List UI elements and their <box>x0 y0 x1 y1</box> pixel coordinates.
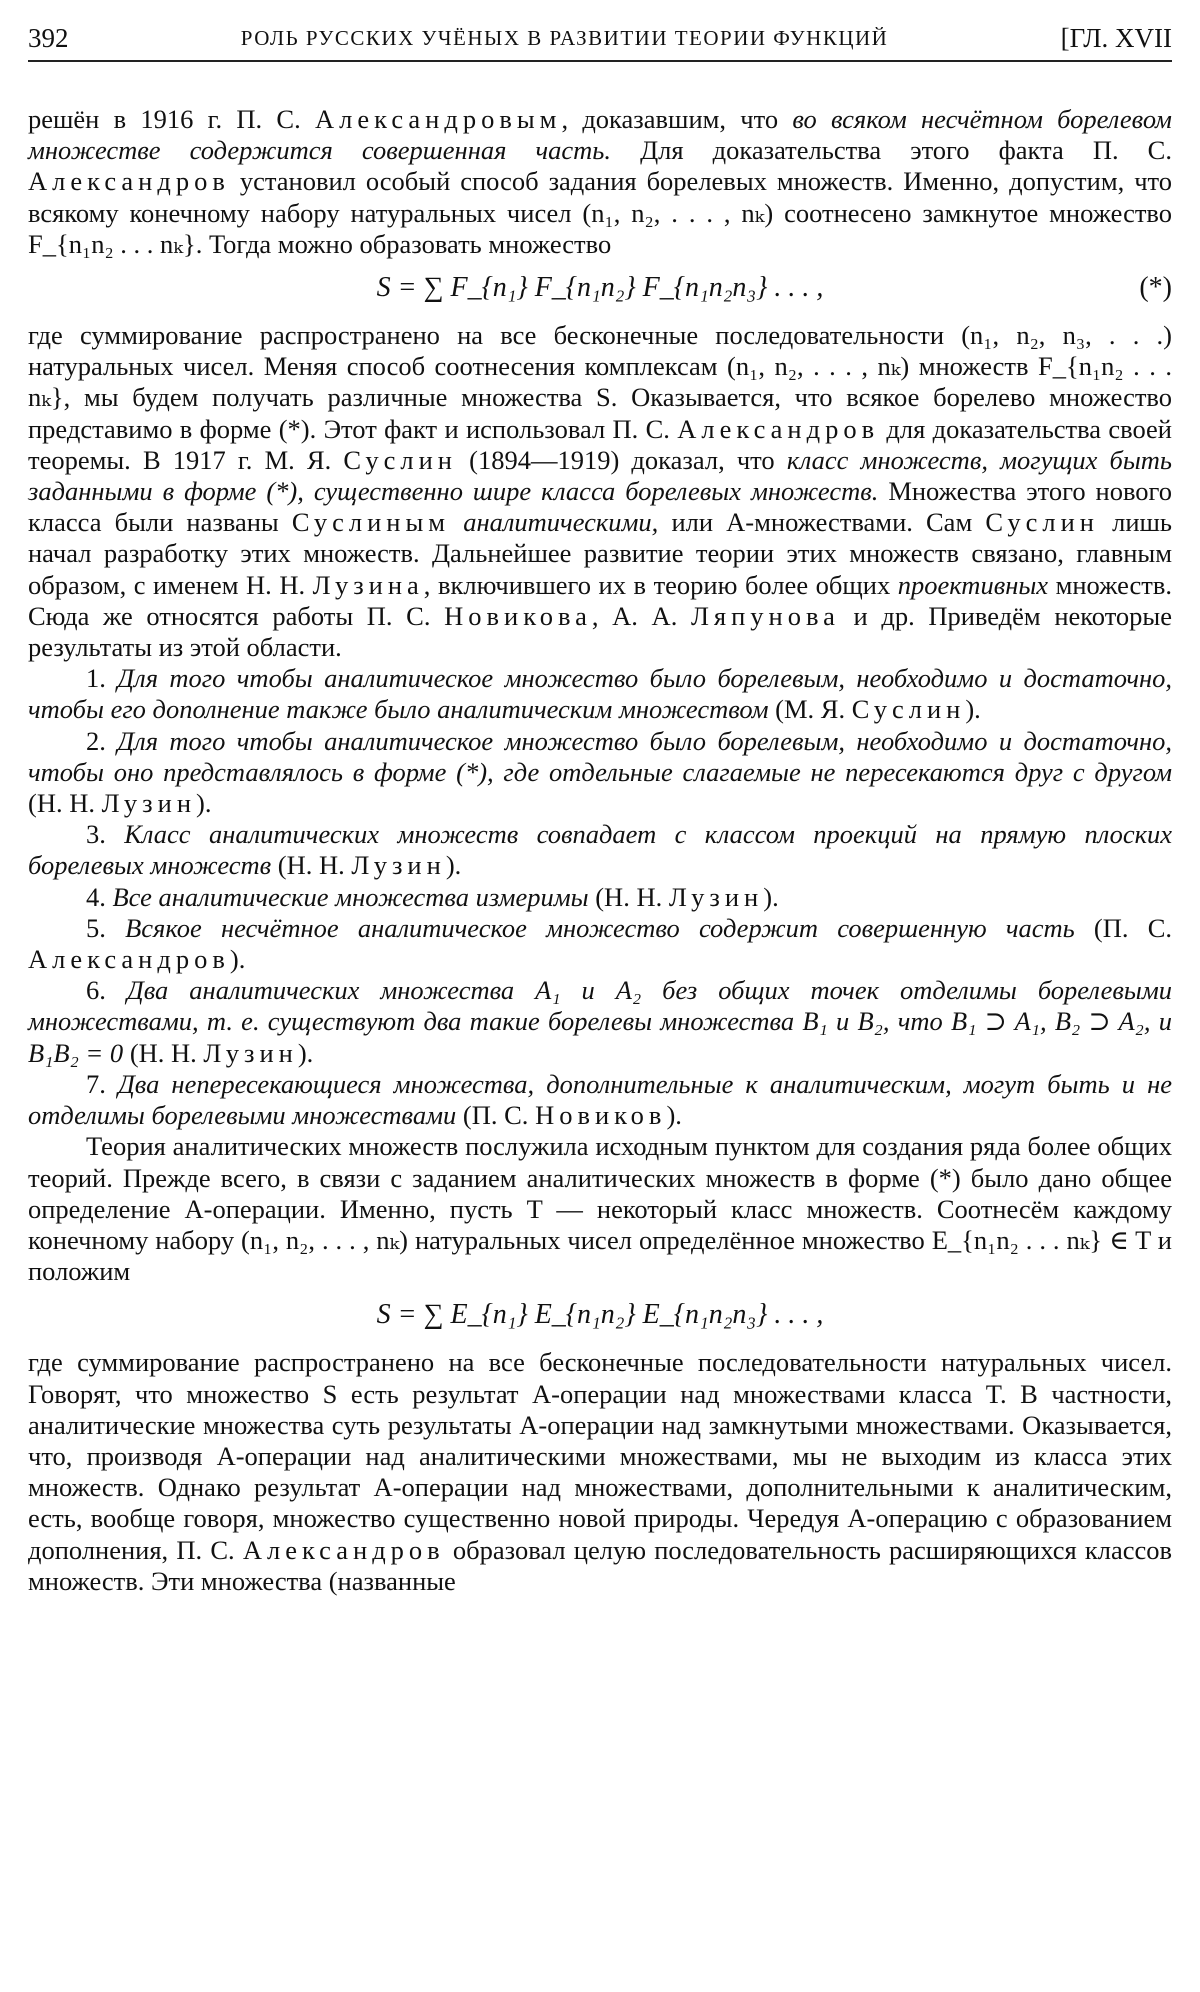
author-name: Александров <box>28 166 230 197</box>
page-body <box>28 104 1172 1597</box>
page-number: 392 <box>28 23 69 53</box>
formula-tag: (*) <box>1139 272 1172 304</box>
author-name: Александров <box>677 413 880 444</box>
author-name: Суслин <box>985 507 1099 538</box>
formula-expression: S = ∑ F_{n₁} F_{n₁n₂} F_{n₁n₂n₃} . . . , <box>376 272 824 304</box>
author-name: Суслиным <box>291 507 451 538</box>
book-page <box>28 22 1172 1972</box>
paragraph-1: решён в 1916 г. П. С. Александровым, доказавшим, что во всяком несчётном борелевом множестве содержится совершенная часть. Для доказательства этого факта П. С. Александров установил особый способ задания борелевых множеств. Именно, допустим, что всякому конечному набору натуральных чисел (n₁, n₂, . . . , nₖ) соотнесено замкнутое множество F_{n₁n₂ . . . nₖ}. Тогда можно образовать множество <box>28 104 1172 259</box>
author-name: Александров <box>242 1534 445 1565</box>
result-item: 3. Класс аналитических множеств совпадает с классом проекций на прямую плоских борелевых множеств (Н. Н. Лузин). <box>28 819 1172 881</box>
author-name: Новикова <box>444 600 592 631</box>
result-item: 6. Два аналитических множества A₁ и A₂ без общих точек отделимы борелевыми множествами, т. е. существуют два такие борелевы множества B₁ и B₂, что B₁ ⊃ A₁, B₂ ⊃ A₂, и B₁B₂ = 0 (Н. Н. Лузин). <box>28 975 1173 1068</box>
paragraph-4: где суммирование распространено на все бесконечные последовательности натуральных чисел. Говорят, что множество S есть результат A-операции над множествами класса T. В частности, аналитические множества суть результаты A-операции над замкнутыми множествами. Оказывается, что, производя A-операции над аналитическими множествами, мы не выходим из класса этих множеств. Однако результат A-операции над множествами, дополнительными к аналитическим, есть, вообще говоря, множество существенно новой природы. Чередуя A-операцию с образованием дополнения, П. С. Александров образовал целую последовательность расширяющихся классов множеств. Эти множества (названные <box>28 1347 1172 1596</box>
author-name: Лузина <box>312 569 424 600</box>
result-item: 4. Все аналитические множества измеримы (Н. Н. Лузин). <box>86 881 779 912</box>
result-item: 2. Для того чтобы аналитическое множество было борелевым, необходимо и достаточно, чтобы оно представлялось в форме (*), где отдельные слагаемые не пересекаются друг с другом (Н. Н. Лузин). <box>28 725 1173 819</box>
formula-expression: S = ∑ E_{n₁} E_{n₁n₂} E_{n₁n₂n₃} . . . , <box>376 1299 824 1331</box>
author-name: Суслин <box>343 444 457 475</box>
author-name: Ляпунова <box>690 600 840 631</box>
running-title: РОЛЬ РУССКИХ УЧЁНЫХ В РАЗВИТИИ ТЕОРИИ ФУНКЦИЙ <box>240 26 889 50</box>
formula-a-operation <box>28 1295 1172 1335</box>
chapter-label: [ГЛ. XVII <box>1060 23 1172 53</box>
italic-term: проективных <box>897 569 1049 600</box>
running-header <box>28 22 1172 62</box>
formula-star <box>28 268 1172 308</box>
italic-statement: класс множеств, могущих быть заданными в форме (*), существенно шире класса борелевых множеств. <box>28 444 1172 507</box>
paragraph-3: Теория аналитических множеств послужила исходным пунктом для создания ряда более общих теорий. Прежде всего, в связи с заданием аналитических множеств в форме (*) было дано общее определение A-операции. Именно, пусть T — некоторый класс множеств. Соотнесём каждому конечному набору (n₁, n₂, . . . , nₖ) натуральных чисел определённое множество E_{n₁n₂ . . . nₖ} ∈ T и положим <box>28 1131 1172 1287</box>
italic-statement: во всяком несчётном борелевом множестве содержится совершенная часть. <box>28 104 1172 166</box>
result-item: 7. Два непересекающиеся множества, дополнительные к аналитическим, могут быть и не отделимы борелевыми множествами (П. С. Новиков). <box>28 1068 1172 1131</box>
result-item: 1. Для того чтобы аналитическое множество было борелевым, необходимо и достаточно, чтобы его дополнение также было аналитическим множеством (М. Я. Суслин). <box>28 663 1173 725</box>
paragraph-2: где суммирование распространено на все бесконечные последовательности (n₁, n₂, n₃, . . .) натуральных чисел. Меняя способ соотнесения комплексам (n₁, n₂, . . . , nₖ) множеств F_{n₁n₂ . . . nₖ}, мы будем получать различные множества S. Оказывается, что всякое борелево множество представимо в форме (*). Этот факт и использовал П. С. Александров для доказательства своей теоремы. В 1917 г. М. Я. Суслин (1894—1919) доказал, что класс множеств, могущих быть заданными в форме (*), существенно шире класса борелевых множеств. Множества этого нового класса были названы Суслиным аналитическими, или A-множествами. Сам Суслин лишь начал разработку этих множеств. Дальнейшее развитие теории этих множеств связано, главным образом, с именем Н. Н. Лузина, включившего их в теорию более общих проективных множеств. Сюда же относятся работы П. С. Новикова, А. А. Ляпунова и др. Приведём некоторые результаты из этой области. <box>28 320 1173 663</box>
result-item: 5. Всякое несчётное аналитическое множество содержит совершенную часть (П. С. Александров). <box>28 912 1172 975</box>
author-name: Александровым <box>315 104 562 134</box>
italic-term: аналитическими, <box>463 507 659 538</box>
